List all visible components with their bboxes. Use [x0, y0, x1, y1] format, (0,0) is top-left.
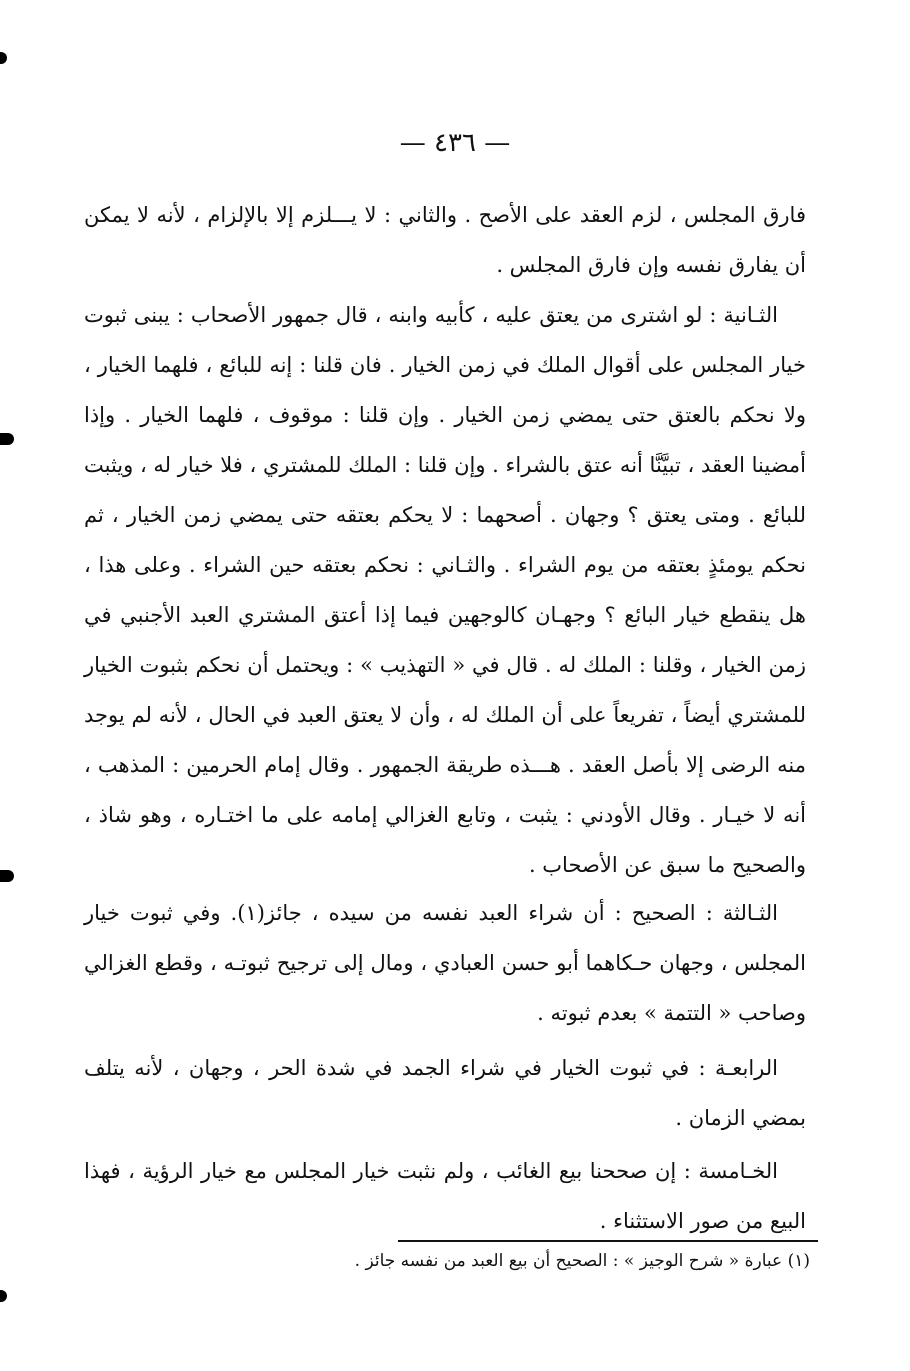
scan-edge-mark — [0, 52, 7, 64]
paragraph-third-issue — [84, 888, 806, 1038]
paragraph-fourth-issue — [84, 1043, 806, 1143]
scan-edge-mark — [0, 433, 14, 445]
paragraph-text: الرابعـة : في ثبوت الخيار في شراء الجمد في شدة الحر ، وجهان ، لأنه يتلف بمضي الزمان . — [84, 1056, 806, 1130]
scan-edge-mark — [0, 1290, 7, 1302]
paragraph-text: الثـانية : لو اشترى من يعتق عليه ، كأبيه وابنه ، قال جمهور الأصحاب : يبنى ثبوت خيار المجلس على أقوال الملك في زمن الخيار . فان قلنا : إنه للبائع ، فلهما الخيار ، ولا نحكم بالعتق حتى يمضي زمن الخيار . وإن قلنا : موقوف ، فلهما الخيار . وإذا أمضينا العقد ، تبيَّنَّا أنه عتق بالشراء . وإن قلنا : الملك للمشتري ، فلا خيار له ، ويثبت للبائع . ومتى يعتق ؟ وجهان . أصحهما : لا يحكم بعتقه حتى يمضي زمن الخيار ، ثم نحكم يومئذٍ بعتقه من يوم الشراء . والثـاني : نحكم بعتقه حين الشراء . وعلى هذا ، هل ينقطع خيار البائع ؟ وجهـان كالوجهين فيما إذا أعتق المشتري العبد الأجنبي في زمن الخيار ، وقلنا : الملك له . قال في « التهذيب » : ويحتمل أن نحكم بثبوت الخيار للمشتري أيضاً ، تفريعاً على أن الملك له ، وأن لا يعتق العبد في الحال ، لأنه لم يوجد منه الرضى إلا بأصل العقد . هـــذه طريقة الجمهور . وقال إمام الحرمين : المذهب ، أنه لا خيـار . وقال الأودني : يثبت ، وتابع الغزالي إمامه على ما اختـاره ، وهو شاذ ، والصحيح ما سبق عن الأصحاب . — [84, 303, 806, 877]
scan-edge-mark — [0, 870, 14, 882]
paragraph-text: فارق المجلس ، لزم العقد على الأصح . والثاني : لا يـــلزم إلا بالإلزام ، لأنه لا يمكن أن يفارق نفسه وإن فارق المجلس . — [84, 203, 806, 277]
paragraph-second-issue — [84, 290, 806, 890]
paragraph-text: الخـامسة : إن صححنا بيع الغائب ، ولم نثبت خيار المجلس مع خيار الرؤية ، فهذا البيع من صور الاستثناء . — [84, 1159, 806, 1233]
paragraph-fifth-issue — [84, 1146, 806, 1246]
page-number: — ٤٣٦ — — [399, 128, 511, 158]
paragraph-continuation — [84, 190, 806, 290]
footnote: (١) عبارة « شرح الوجيز » : الصحيح أن بيع العبد من نفسه جائز . — [354, 1251, 810, 1271]
footnote-divider — [398, 1240, 818, 1242]
paragraph-text: الثـالثة : الصحيح : أن شراء العبد نفسه من سيده ، جائز(١). وفي ثبوت خيار المجلس ، وجهان حـكاهما أبو حسن العبادي ، ومال إلى ترجيح ثبوتـه ، وقطع الغزالي وصاحب « التتمة » بعدم ثبوته . — [84, 901, 806, 1025]
